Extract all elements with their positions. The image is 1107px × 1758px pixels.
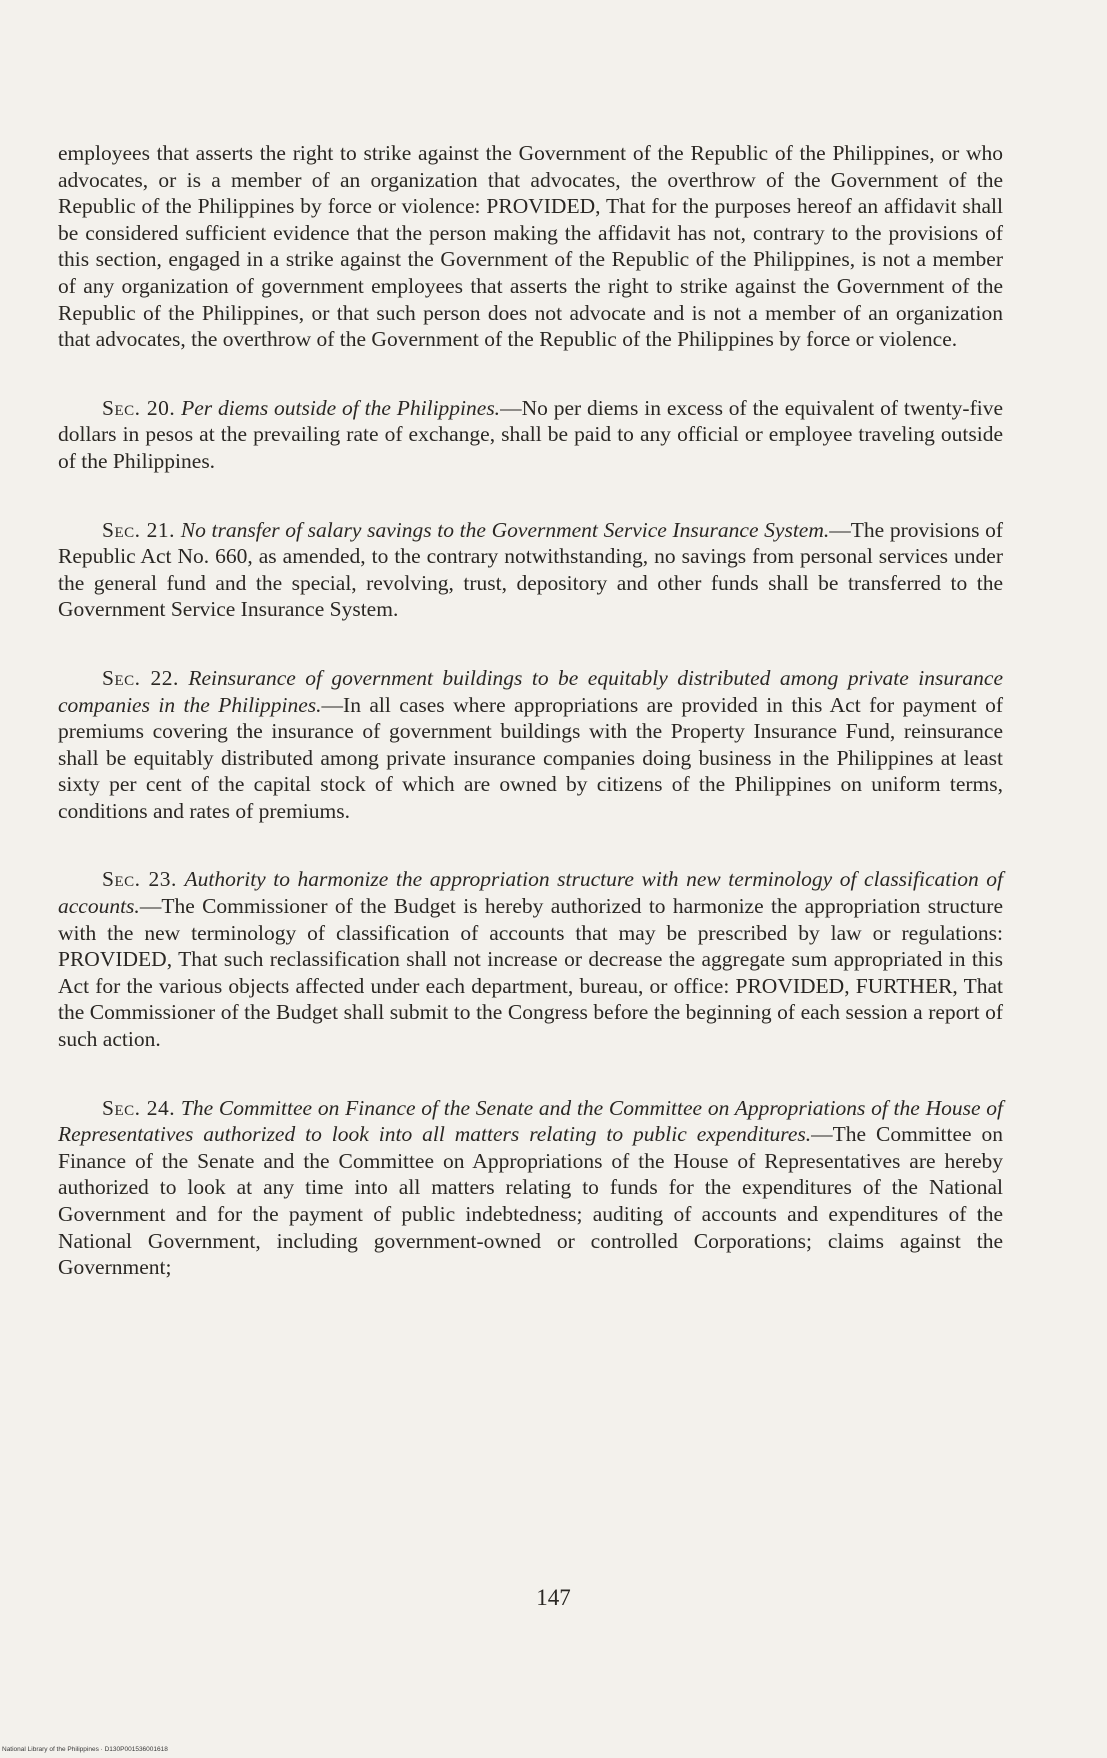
section-body: —In all cases where appropriations are provided in this Act for payment of premiums covering the insurance of government buildings with the Property Insurance Fund, reinsurance shall be equitably distributed among private insurance companies doing business in the Philippines at least sixty per cent of the capital stock of which are owned by citizens of the Philippines on uniform terms, conditions and rates of premiums.: [58, 692, 1003, 823]
section-22: [58, 665, 1003, 825]
section-number: Sec. 24.: [102, 1095, 176, 1120]
section-number: Sec. 22.: [102, 665, 179, 690]
opening-paragraph: employees that asserts the right to strike against the Government of the Republic of the Philippines, or who advocates, or is a member of an organization that advocates, the overthrow of the Government of the Republic of the Philippines by force or violence: PROVIDED, That for the purposes hereof an affidavit shall be considered sufficient evidence that the person making the affidavit has not, contrary to the provisions of this section, engaged in a strike against the Government of the Republic of the Philippines, is not a member of any organization of government employees that asserts the right to strike against the Government of the Republic of the Philippines, or that such person does not advocate and is not a member of an organization that advocates, the overthrow of the Government of the Republic of the Philippines by force or violence.: [58, 141, 1003, 352]
section-caption: Authority to harmonize the appropriation structure with new terminology of classification of accounts.: [58, 867, 1003, 919]
page-number: 147: [536, 1585, 571, 1610]
section-body: —The Committee on Finance of the Senate and the Committee on Appropriations of the House of Representatives are hereby authorized to look at any time into all matters relating to funds for the expenditures of the National Government and for the payment of public indebtedness; auditing of accounts and expenditures of the National Government, including government-owned or controlled Corporations; claims against the Government;: [58, 1122, 1004, 1280]
section-number: Sec. 23.: [102, 867, 177, 892]
section-caption: No transfer of salary savings to the Government Service Insurance System.: [180, 517, 830, 542]
section-20: [58, 395, 1003, 475]
section-caption: Per diems outside of the Philippines.: [181, 395, 501, 420]
section-24: [58, 1095, 1003, 1281]
section-number: Sec. 20.: [102, 395, 176, 420]
section-caption: The Committee on Finance of the Senate and the Committee on Appropriations of the House of Representatives authorized to look into all matters relating to public expenditures.: [58, 1095, 1004, 1147]
section-body: —The Commissioner of the Budget is hereby authorized to harmonize the appropriation structure with the new terminology of classification of accounts that may be prescribed by law or regulations: PROVIDED, That such reclassification shall not increase or decrease the aggregate sum appropriated in this Act for the various objects affected under each department, bureau, or office: PROVIDED, FURTHER, That the Commissioner of the Budget shall submit to the Congress before the beginning of each session a report of such action.: [58, 894, 1003, 1052]
section-23: [58, 866, 1003, 1052]
body-text: [58, 140, 1003, 1323]
section-caption: Reinsurance of government buildings to be equitably distributed among private insurance companies in the Philippines.: [58, 665, 1004, 717]
section-21: [58, 517, 1003, 623]
archive-footer: National Library of the Philippines · D130P001536001618: [2, 1746, 168, 1753]
section-body: —No per diems in excess of the equivalent of twenty-five dollars in pesos at the prevailing rate of exchange, shall be paid to any official or employee traveling outside of the Philippines.: [58, 395, 1004, 473]
section-number: Sec. 21.: [102, 517, 176, 542]
section-body: —The provisions of Republic Act No. 660, as amended, to the contrary notwithstanding, no savings from personal services under the general fund and the special, revolving, trust, depository and other funds shall be transferred to the Government Service Insurance System.: [58, 517, 1004, 622]
